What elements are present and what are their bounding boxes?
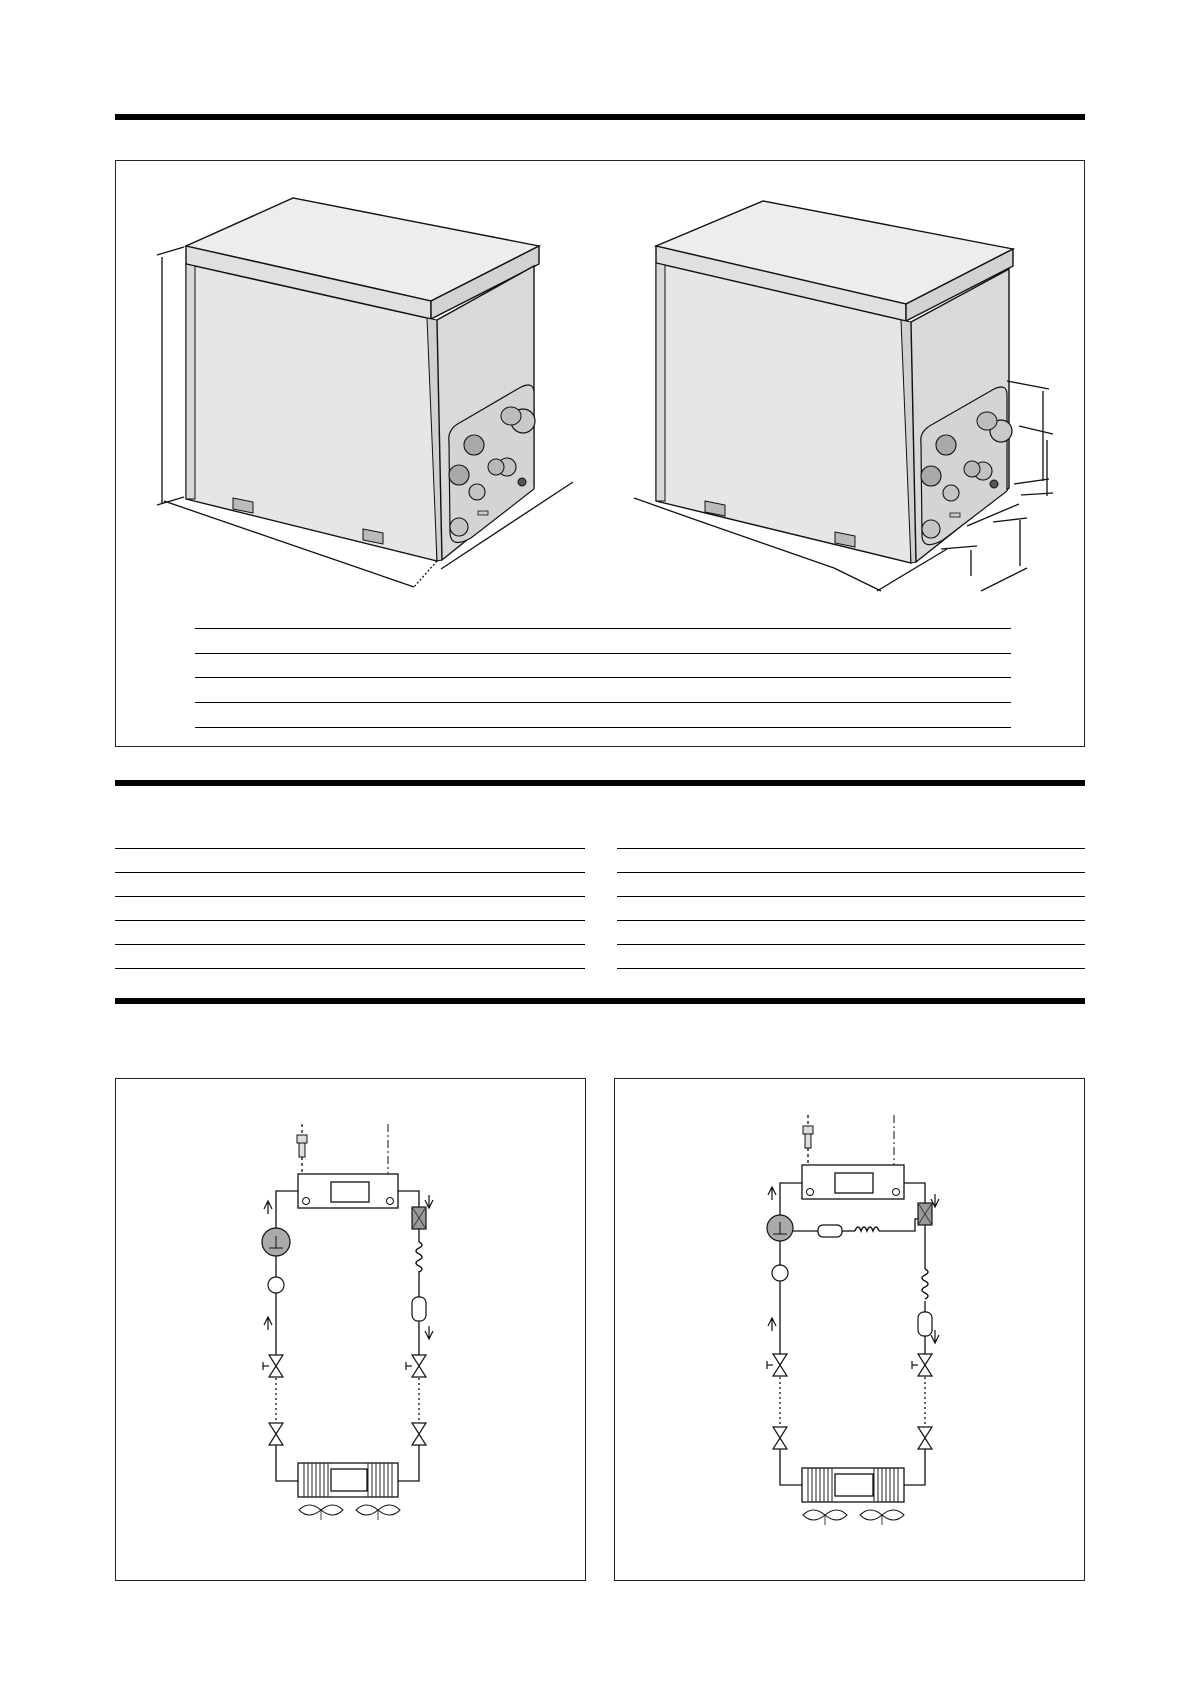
unit-front-view [157,198,573,587]
section-rule-middle [115,780,1085,786]
dimension-table-row-2 [195,653,1011,654]
spec-left-row-1 [115,848,585,849]
dimension-table-row-4 [195,702,1011,703]
unit-side-connections-view [634,201,1053,591]
spec-right-row-2 [617,872,1085,873]
circuit-standard [116,1079,587,1582]
spec-right-row-4 [617,920,1085,921]
spec-left-row-2 [115,872,585,873]
spec-right-row-5 [617,944,1085,945]
circuit-diagram-right [614,1078,1085,1581]
spec-right-row-1 [617,848,1085,849]
unit-dimensions-figure [115,160,1085,747]
dimension-table-row-5 [195,727,1011,728]
spec-right-row-3 [617,896,1085,897]
dimension-table-row-3 [195,677,1011,678]
circuit-diagram-left [115,1078,586,1581]
spec-tables [115,840,1085,975]
spec-left-row-6 [115,968,585,969]
section-rule-bottom [115,998,1085,1004]
spec-right-row-6 [617,968,1085,969]
unit-drawings [116,161,1086,748]
spec-left-row-3 [115,896,585,897]
section-rule-top [115,114,1085,120]
spec-left-row-4 [115,920,585,921]
circuit-with-capillary [615,1079,1086,1582]
spec-left-row-5 [115,944,585,945]
dimension-table-row-1 [195,628,1011,629]
